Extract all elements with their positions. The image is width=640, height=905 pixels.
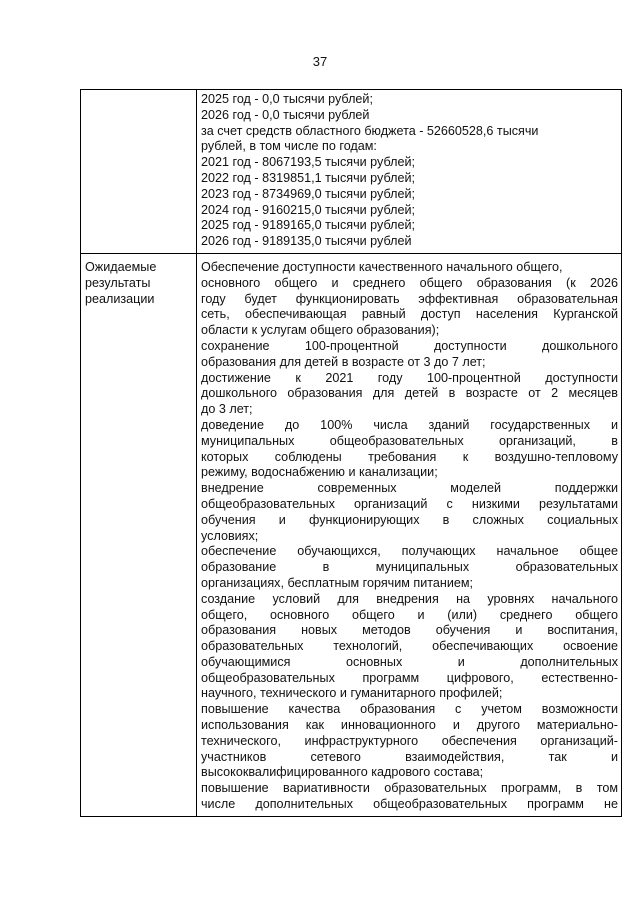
program-passport-table — [80, 89, 622, 817]
row-label-cell — [81, 253, 197, 816]
text-line: 2025 год - 9189165,0 тысячи рублей; — [201, 218, 415, 233]
text-line: доведение до 100% числа зданий государственных и — [201, 417, 618, 432]
text-line: сохранение 100-процентной доступности дошкольного — [201, 338, 618, 353]
text-line: 2025 год - 0,0 тысячи рублей; — [201, 92, 373, 106]
text-line: рублей, в том числе по годам: — [201, 139, 377, 154]
text-line: за счет средств областного бюджета - 52660528,6 тысячи — [201, 123, 539, 138]
text-line: до 3 лет; — [201, 402, 253, 417]
text-line: обеспечение обучающихся, получающих начальное общее — [201, 544, 618, 559]
text-line: общего, основного общего и (или) среднего общего — [201, 607, 618, 622]
row-label-line: реализации — [85, 291, 155, 306]
text-line: 2023 год - 8734969,0 тысячи рублей; — [201, 186, 415, 201]
table-row-expected-results — [81, 253, 622, 816]
page-number: 37 — [312, 54, 328, 69]
text-line: числе дополнительных общеобразовательных программ не — [201, 797, 618, 812]
text-line: общеобразовательных программ цифрового, естественно- — [201, 670, 618, 685]
text-line: 2022 год - 8319851,1 тысячи рублей; — [201, 170, 415, 185]
text-line: сеть, обеспечивающая равный доступ населения Курганской — [201, 307, 618, 322]
text-line: организациях, бесплатным горячим питанием; — [201, 575, 474, 590]
text-line: достижение к 2021 году 100-процентной доступности — [201, 370, 618, 385]
text-line: участников сетевого взаимодействия, так и — [201, 749, 618, 764]
text-line: году будет функционировать эффективная образовательная — [201, 291, 618, 306]
text-line: Обеспечение доступности качественного начального общего, — [201, 259, 563, 274]
text-line: 2026 год - 9189135,0 тысячи рублей — [201, 234, 412, 249]
text-line: муниципальных общеобразовательных организаций, в — [201, 433, 618, 448]
text-line: образование в муниципальных образовательных — [201, 560, 618, 575]
text-line: 2021 год - 8067193,5 тысячи рублей; — [201, 155, 415, 170]
text-line: которых соблюдены требования к воздушно-тепловому — [201, 449, 618, 464]
text-line: условиях; — [201, 528, 259, 543]
text-line: дошкольного образования для детей в возрасте от 2 месяцев — [201, 386, 618, 401]
row-label-line: результаты — [85, 275, 151, 290]
text-line: режиму, водоснабжению и канализации; — [201, 465, 438, 480]
text-line: образования для детей в возрасте от 3 до 7 лет; — [201, 354, 486, 369]
text-line: 2024 год - 9160215,0 тысячи рублей; — [201, 202, 415, 217]
row-label-cell — [81, 90, 197, 254]
text-line: технического, инфраструктурного обеспечения организаций- — [201, 733, 618, 748]
text-line: общеобразовательных организаций с низкими результатами — [201, 496, 618, 511]
text-line: 2026 год - 0,0 тысячи рублей — [201, 107, 370, 122]
text-line: использования как инновационного и другого материально- — [201, 718, 618, 733]
table-row-funding — [81, 90, 622, 254]
text-line: области к услугам общего образования); — [201, 323, 440, 338]
text-line: обучения и функционирующих в сложных социальных — [201, 512, 618, 527]
row-label-line: Ожидаемые — [85, 259, 157, 274]
text-line: внедрение современных моделей поддержки — [201, 481, 618, 496]
text-line: научного, технического и гуманитарного профилей; — [201, 686, 503, 701]
row-content-cell — [197, 253, 622, 816]
text-line: образовательных технологий, обеспечивающих освоение — [201, 639, 618, 654]
text-line: высококвалифицированного кадрового состава; — [201, 765, 484, 780]
text-line: основного общего и среднего общего образования (к 2026 — [201, 275, 618, 290]
text-line: создание условий для внедрения на уровнях начального — [201, 591, 618, 606]
text-line: повышение вариативности образовательных программ, в том — [201, 781, 618, 796]
text-line: образования новых методов обучения и воспитания, — [201, 623, 618, 638]
text-line: повышение качества образования с учетом возможности — [201, 702, 618, 717]
text-line: обучающимися основных и дополнительных — [201, 654, 618, 669]
row-content-cell — [197, 90, 622, 254]
